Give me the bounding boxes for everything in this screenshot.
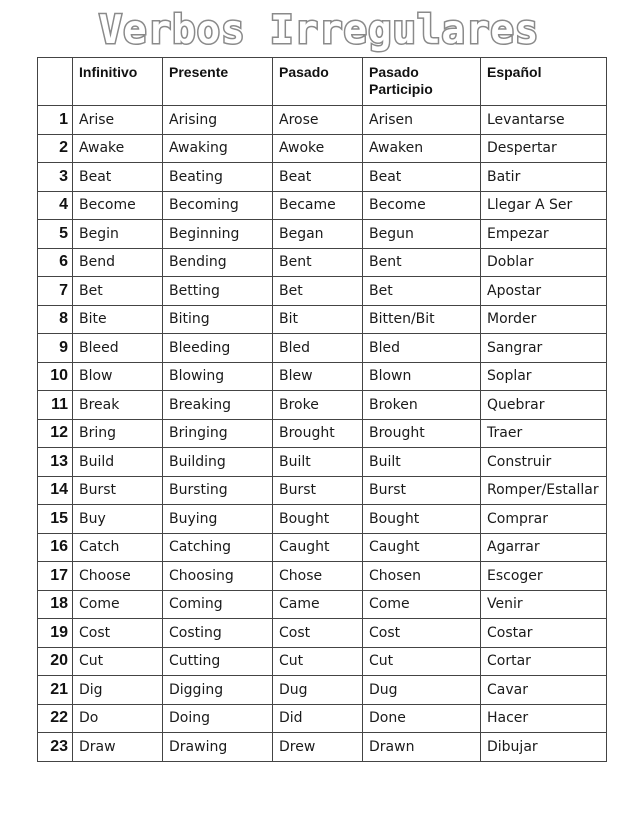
cell-pasado-participio: Caught bbox=[363, 533, 481, 562]
page-title-graphic bbox=[98, 4, 540, 54]
cell-pasado: Beat bbox=[273, 163, 363, 192]
cell-pasado-participio: Become bbox=[363, 191, 481, 220]
cell-presente: Building bbox=[163, 448, 273, 477]
cell-presente: Cutting bbox=[163, 647, 273, 676]
cell-presente: Choosing bbox=[163, 562, 273, 591]
cell-presente: Drawing bbox=[163, 733, 273, 762]
cell-pasado: Bet bbox=[273, 277, 363, 306]
row-number: 11 bbox=[38, 391, 73, 420]
row-number: 1 bbox=[38, 106, 73, 135]
cell-infinitivo: Bet bbox=[73, 277, 163, 306]
row-number: 19 bbox=[38, 619, 73, 648]
cell-infinitivo: Become bbox=[73, 191, 163, 220]
cell-espanol: Cortar bbox=[481, 647, 607, 676]
cell-pasado: Cut bbox=[273, 647, 363, 676]
cell-presente: Bringing bbox=[163, 419, 273, 448]
cell-presente: Costing bbox=[163, 619, 273, 648]
row-number: 15 bbox=[38, 505, 73, 534]
table-row bbox=[38, 505, 607, 534]
cell-pasado-participio: Built bbox=[363, 448, 481, 477]
cell-espanol: Soplar bbox=[481, 362, 607, 391]
cell-pasado: Bought bbox=[273, 505, 363, 534]
table-row bbox=[38, 334, 607, 363]
row-number: 14 bbox=[38, 476, 73, 505]
table-row bbox=[38, 448, 607, 477]
cell-pasado-participio: Dug bbox=[363, 676, 481, 705]
cell-presente: Awaking bbox=[163, 134, 273, 163]
row-number: 8 bbox=[38, 305, 73, 334]
verbs-table bbox=[37, 57, 607, 762]
cell-infinitivo: Catch bbox=[73, 533, 163, 562]
table-row bbox=[38, 619, 607, 648]
cell-espanol: Romper/Estallar bbox=[481, 476, 607, 505]
cell-espanol: Levantarse bbox=[481, 106, 607, 135]
cell-espanol: Dibujar bbox=[481, 733, 607, 762]
page-title: Verbos Irregulares bbox=[98, 8, 540, 53]
page-title-container bbox=[0, 4, 638, 54]
cell-infinitivo: Burst bbox=[73, 476, 163, 505]
cell-pasado-participio: Bent bbox=[363, 248, 481, 277]
cell-espanol: Apostar bbox=[481, 277, 607, 306]
cell-espanol: Traer bbox=[481, 419, 607, 448]
cell-infinitivo: Bend bbox=[73, 248, 163, 277]
row-number: 7 bbox=[38, 277, 73, 306]
cell-presente: Coming bbox=[163, 590, 273, 619]
table-row bbox=[38, 134, 607, 163]
cell-pasado: Came bbox=[273, 590, 363, 619]
cell-pasado: Caught bbox=[273, 533, 363, 562]
cell-presente: Digging bbox=[163, 676, 273, 705]
cell-pasado: Drew bbox=[273, 733, 363, 762]
cell-pasado: Broke bbox=[273, 391, 363, 420]
table-row bbox=[38, 533, 607, 562]
header-espanol: Español bbox=[481, 58, 607, 106]
cell-espanol: Escoger bbox=[481, 562, 607, 591]
cell-infinitivo: Draw bbox=[73, 733, 163, 762]
cell-pasado: Became bbox=[273, 191, 363, 220]
cell-presente: Blowing bbox=[163, 362, 273, 391]
cell-infinitivo: Bite bbox=[73, 305, 163, 334]
table-header-row bbox=[38, 58, 607, 106]
cell-pasado-participio: Bet bbox=[363, 277, 481, 306]
cell-presente: Becoming bbox=[163, 191, 273, 220]
cell-pasado-participio: Blown bbox=[363, 362, 481, 391]
header-number bbox=[38, 58, 73, 106]
cell-pasado-participio: Brought bbox=[363, 419, 481, 448]
row-number: 18 bbox=[38, 590, 73, 619]
cell-infinitivo: Beat bbox=[73, 163, 163, 192]
table-row bbox=[38, 191, 607, 220]
cell-pasado-participio: Bled bbox=[363, 334, 481, 363]
cell-presente: Bleeding bbox=[163, 334, 273, 363]
cell-infinitivo: Blow bbox=[73, 362, 163, 391]
cell-presente: Betting bbox=[163, 277, 273, 306]
cell-pasado: Awoke bbox=[273, 134, 363, 163]
cell-pasado: Dug bbox=[273, 676, 363, 705]
table-row bbox=[38, 163, 607, 192]
cell-espanol: Hacer bbox=[481, 704, 607, 733]
cell-infinitivo: Cost bbox=[73, 619, 163, 648]
cell-presente: Beginning bbox=[163, 220, 273, 249]
table-row bbox=[38, 362, 607, 391]
cell-infinitivo: Choose bbox=[73, 562, 163, 591]
row-number: 3 bbox=[38, 163, 73, 192]
cell-presente: Bending bbox=[163, 248, 273, 277]
table-row bbox=[38, 391, 607, 420]
cell-presente: Catching bbox=[163, 533, 273, 562]
header-pasado-participio: Pasado Participio bbox=[363, 58, 481, 106]
row-number: 13 bbox=[38, 448, 73, 477]
row-number: 2 bbox=[38, 134, 73, 163]
table-row bbox=[38, 676, 607, 705]
table-row bbox=[38, 562, 607, 591]
cell-pasado-participio: Cut bbox=[363, 647, 481, 676]
cell-pasado-participio: Come bbox=[363, 590, 481, 619]
cell-espanol: Batir bbox=[481, 163, 607, 192]
row-number: 16 bbox=[38, 533, 73, 562]
header-pasado: Pasado bbox=[273, 58, 363, 106]
cell-espanol: Costar bbox=[481, 619, 607, 648]
cell-presente: Arising bbox=[163, 106, 273, 135]
cell-presente: Doing bbox=[163, 704, 273, 733]
cell-infinitivo: Do bbox=[73, 704, 163, 733]
cell-espanol: Despertar bbox=[481, 134, 607, 163]
row-number: 21 bbox=[38, 676, 73, 705]
cell-pasado: Chose bbox=[273, 562, 363, 591]
cell-infinitivo: Bleed bbox=[73, 334, 163, 363]
row-number: 17 bbox=[38, 562, 73, 591]
header-infinitivo: Infinitivo bbox=[73, 58, 163, 106]
table-row bbox=[38, 704, 607, 733]
table-row bbox=[38, 106, 607, 135]
cell-pasado: Bit bbox=[273, 305, 363, 334]
cell-pasado-participio: Begun bbox=[363, 220, 481, 249]
cell-espanol: Quebrar bbox=[481, 391, 607, 420]
cell-pasado-participio: Bought bbox=[363, 505, 481, 534]
cell-espanol: Empezar bbox=[481, 220, 607, 249]
table-body bbox=[38, 106, 607, 762]
cell-infinitivo: Come bbox=[73, 590, 163, 619]
table-row bbox=[38, 647, 607, 676]
cell-pasado-participio: Drawn bbox=[363, 733, 481, 762]
table-row bbox=[38, 476, 607, 505]
cell-pasado-participio: Arisen bbox=[363, 106, 481, 135]
cell-presente: Breaking bbox=[163, 391, 273, 420]
cell-infinitivo: Break bbox=[73, 391, 163, 420]
table-row bbox=[38, 248, 607, 277]
cell-espanol: Cavar bbox=[481, 676, 607, 705]
row-number: 5 bbox=[38, 220, 73, 249]
cell-infinitivo: Bring bbox=[73, 419, 163, 448]
cell-pasado: Cost bbox=[273, 619, 363, 648]
cell-pasado-participio: Burst bbox=[363, 476, 481, 505]
row-number: 22 bbox=[38, 704, 73, 733]
cell-pasado-participio: Done bbox=[363, 704, 481, 733]
cell-pasado: Did bbox=[273, 704, 363, 733]
table-row bbox=[38, 733, 607, 762]
cell-pasado: Bled bbox=[273, 334, 363, 363]
row-number: 6 bbox=[38, 248, 73, 277]
cell-espanol: Venir bbox=[481, 590, 607, 619]
cell-espanol: Construir bbox=[481, 448, 607, 477]
cell-espanol: Doblar bbox=[481, 248, 607, 277]
cell-pasado: Built bbox=[273, 448, 363, 477]
cell-espanol: Llegar A Ser bbox=[481, 191, 607, 220]
cell-infinitivo: Cut bbox=[73, 647, 163, 676]
cell-espanol: Sangrar bbox=[481, 334, 607, 363]
cell-infinitivo: Build bbox=[73, 448, 163, 477]
cell-infinitivo: Begin bbox=[73, 220, 163, 249]
cell-presente: Beating bbox=[163, 163, 273, 192]
header-presente: Presente bbox=[163, 58, 273, 106]
cell-presente: Buying bbox=[163, 505, 273, 534]
cell-pasado-participio: Bitten/Bit bbox=[363, 305, 481, 334]
row-number: 10 bbox=[38, 362, 73, 391]
cell-espanol: Comprar bbox=[481, 505, 607, 534]
cell-pasado: Burst bbox=[273, 476, 363, 505]
cell-infinitivo: Dig bbox=[73, 676, 163, 705]
cell-pasado-participio: Cost bbox=[363, 619, 481, 648]
cell-presente: Biting bbox=[163, 305, 273, 334]
row-number: 20 bbox=[38, 647, 73, 676]
row-number: 9 bbox=[38, 334, 73, 363]
cell-pasado-participio: Beat bbox=[363, 163, 481, 192]
table-row bbox=[38, 305, 607, 334]
table-row bbox=[38, 277, 607, 306]
cell-espanol: Morder bbox=[481, 305, 607, 334]
cell-pasado: Began bbox=[273, 220, 363, 249]
table-row bbox=[38, 419, 607, 448]
row-number: 12 bbox=[38, 419, 73, 448]
row-number: 23 bbox=[38, 733, 73, 762]
cell-pasado: Bent bbox=[273, 248, 363, 277]
cell-pasado: Blew bbox=[273, 362, 363, 391]
cell-infinitivo: Buy bbox=[73, 505, 163, 534]
table-row bbox=[38, 590, 607, 619]
cell-infinitivo: Awake bbox=[73, 134, 163, 163]
cell-espanol: Agarrar bbox=[481, 533, 607, 562]
cell-pasado-participio: Chosen bbox=[363, 562, 481, 591]
cell-pasado-participio: Awaken bbox=[363, 134, 481, 163]
cell-presente: Bursting bbox=[163, 476, 273, 505]
cell-infinitivo: Arise bbox=[73, 106, 163, 135]
row-number: 4 bbox=[38, 191, 73, 220]
cell-pasado: Arose bbox=[273, 106, 363, 135]
cell-pasado-participio: Broken bbox=[363, 391, 481, 420]
table-row bbox=[38, 220, 607, 249]
cell-pasado: Brought bbox=[273, 419, 363, 448]
